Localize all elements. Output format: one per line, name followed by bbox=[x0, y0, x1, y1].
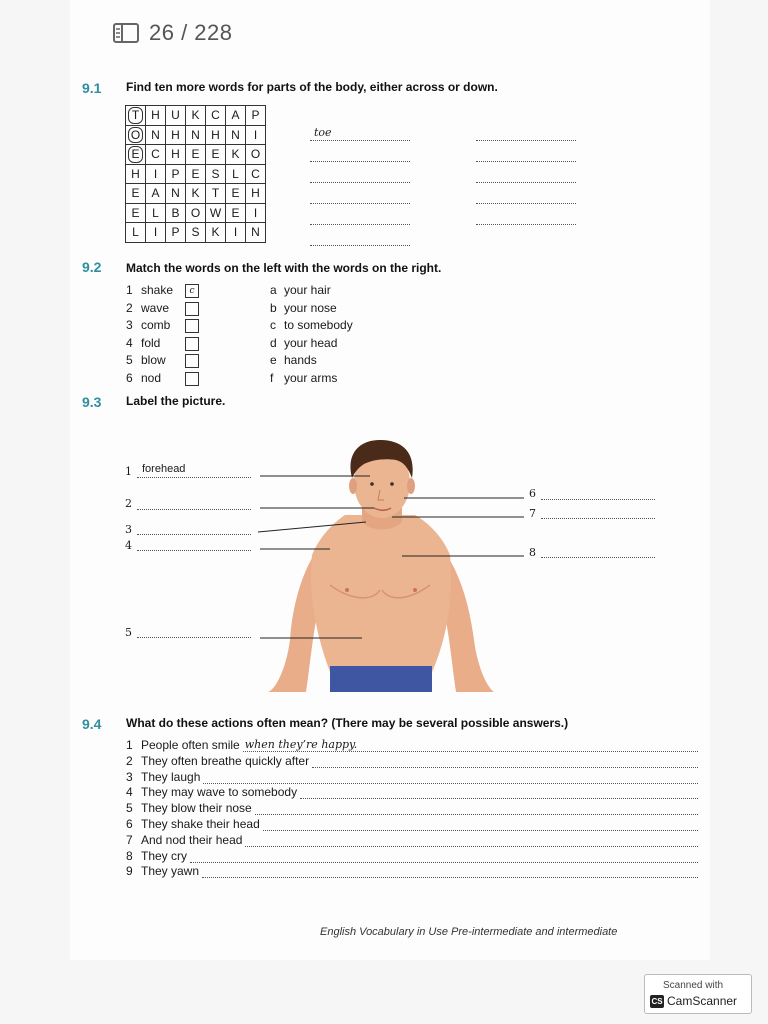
action-item bbox=[126, 784, 698, 799]
grid-cell: H bbox=[166, 145, 186, 165]
grid-cell: L bbox=[146, 203, 166, 223]
grid-cell: O bbox=[246, 145, 266, 165]
grid-cell: I bbox=[246, 203, 266, 223]
item-prompt: People often smile bbox=[141, 738, 240, 752]
item-text: your hair bbox=[284, 283, 331, 297]
answer-line[interactable] bbox=[476, 170, 576, 183]
match-right-item bbox=[270, 301, 337, 315]
camscanner-logo-icon: CS bbox=[651, 996, 663, 1006]
grid-cell: T bbox=[206, 184, 226, 204]
action-item bbox=[126, 832, 698, 847]
action-item bbox=[126, 848, 698, 863]
item-prompt: And nod their head bbox=[141, 832, 243, 847]
grid-cell: H bbox=[246, 184, 266, 204]
item-number: 2 bbox=[126, 300, 133, 315]
page-number-text: 26 / 228 bbox=[149, 20, 233, 45]
grid-row bbox=[126, 223, 266, 243]
item-letter: f bbox=[270, 370, 274, 385]
item-number: 6 bbox=[126, 817, 133, 831]
item-prompt: They yawn bbox=[141, 864, 200, 879]
answer-line[interactable] bbox=[203, 771, 698, 784]
item-word: fold bbox=[141, 335, 161, 350]
grid-cell: H bbox=[146, 106, 166, 126]
item-word: shake bbox=[141, 283, 174, 297]
grid-row bbox=[126, 145, 266, 165]
answer-box[interactable]: c bbox=[185, 284, 199, 298]
grid-cell: E bbox=[126, 145, 146, 165]
match-left-item bbox=[126, 371, 161, 385]
label-number: 5 bbox=[125, 626, 132, 639]
answer-line[interactable] bbox=[243, 739, 698, 752]
item-prompt: They may wave to somebody bbox=[141, 785, 298, 800]
item-number: 4 bbox=[126, 785, 133, 800]
item-number: 1 bbox=[126, 283, 133, 297]
item-number: 3 bbox=[126, 318, 133, 332]
match-right-item bbox=[270, 371, 337, 385]
grid-cell: P bbox=[166, 223, 186, 243]
grid-cell: K bbox=[186, 106, 206, 126]
item-prompt: They shake their head bbox=[141, 817, 260, 831]
action-item bbox=[126, 769, 698, 784]
grid-cell: E bbox=[126, 203, 146, 223]
answer-box[interactable] bbox=[185, 354, 199, 368]
answer-box[interactable] bbox=[185, 372, 199, 386]
match-left-item bbox=[126, 283, 173, 297]
item-word: blow bbox=[141, 353, 166, 367]
item-text: your head bbox=[284, 335, 338, 350]
camscanner-badge bbox=[644, 974, 752, 1014]
written-answer: when they’re happy. bbox=[244, 738, 358, 751]
label-number: 7 bbox=[529, 507, 536, 520]
exercise-number: 9.2 bbox=[82, 259, 102, 275]
action-item bbox=[126, 737, 698, 752]
answer-line[interactable] bbox=[476, 191, 576, 204]
grid-cell: I bbox=[246, 125, 266, 145]
label-answer-line[interactable] bbox=[137, 540, 251, 551]
label-answer-line[interactable] bbox=[541, 547, 655, 558]
answer-line[interactable] bbox=[310, 233, 410, 246]
grid-cell: E bbox=[186, 145, 206, 165]
item-number: 5 bbox=[126, 801, 133, 816]
item-prompt: They cry bbox=[141, 848, 188, 863]
grid-cell: E bbox=[226, 203, 246, 223]
label-number: 2 bbox=[125, 497, 132, 510]
item-letter: d bbox=[270, 335, 277, 350]
grid-cell: A bbox=[146, 184, 166, 204]
label-number: 1 bbox=[125, 465, 132, 478]
action-item bbox=[126, 800, 698, 815]
item-letter: c bbox=[270, 318, 276, 332]
item-text: your nose bbox=[284, 300, 337, 315]
grid-cell: I bbox=[146, 223, 166, 243]
grid-cell: O bbox=[186, 203, 206, 223]
label-number: 6 bbox=[529, 487, 536, 500]
grid-cell: W bbox=[206, 203, 226, 223]
grid-cell: N bbox=[186, 125, 206, 145]
match-right-item bbox=[270, 336, 337, 350]
grid-cell: N bbox=[246, 223, 266, 243]
item-text: your arms bbox=[284, 370, 338, 385]
exercise-number: 9.1 bbox=[82, 80, 102, 96]
answer-box[interactable] bbox=[185, 302, 199, 316]
item-number: 7 bbox=[126, 832, 133, 847]
page-indicator bbox=[113, 20, 233, 46]
grid-cell: C bbox=[246, 164, 266, 184]
item-number: 2 bbox=[126, 753, 133, 768]
exercise-title: What do these actions often mean? (There may be several possible answers.) bbox=[126, 716, 569, 730]
exercise-title: Find ten more words for parts of the body, either across or down. bbox=[126, 80, 498, 94]
grid-cell: N bbox=[166, 184, 186, 204]
grid-cell: C bbox=[146, 145, 166, 165]
grid-cell: E bbox=[126, 184, 146, 204]
action-item bbox=[126, 816, 698, 831]
item-number: 4 bbox=[126, 335, 133, 350]
match-right-item bbox=[270, 318, 353, 332]
match-left-item bbox=[126, 336, 160, 350]
grid-cell: H bbox=[166, 125, 186, 145]
book-footer: English Vocabulary in Use Pre-intermediate and intermediate bbox=[320, 926, 618, 938]
grid-cell: N bbox=[146, 125, 166, 145]
word-search-grid bbox=[125, 105, 266, 243]
grid-cell: P bbox=[246, 106, 266, 126]
grid-cell: S bbox=[206, 164, 226, 184]
item-letter: a bbox=[270, 283, 277, 297]
match-right-item bbox=[270, 353, 317, 367]
label-number: 4 bbox=[125, 539, 132, 552]
item-number: 9 bbox=[126, 864, 133, 879]
answer-box[interactable] bbox=[185, 337, 199, 351]
scanner-caption: Scanned with bbox=[663, 980, 724, 991]
item-number: 6 bbox=[126, 370, 133, 385]
grid-cell: S bbox=[186, 223, 206, 243]
exercise-title: Match the words on the left with the words on the right. bbox=[126, 261, 442, 275]
exercise-number: 9.4 bbox=[82, 716, 102, 732]
grid-row bbox=[126, 203, 266, 223]
answer-line[interactable] bbox=[312, 755, 698, 768]
item-letter: b bbox=[270, 300, 277, 315]
item-letter: e bbox=[270, 353, 277, 367]
answer-line[interactable] bbox=[476, 212, 576, 225]
grid-row bbox=[126, 106, 266, 126]
match-right-item bbox=[270, 283, 331, 297]
grid-cell: N bbox=[226, 125, 246, 145]
exercise-title: Label the picture. bbox=[126, 394, 226, 408]
answer-line[interactable] bbox=[310, 170, 410, 183]
grid-cell: H bbox=[126, 164, 146, 184]
scanner-brand: CamScanner bbox=[667, 994, 738, 1008]
answer-line[interactable] bbox=[310, 128, 410, 141]
label-number: 3 bbox=[125, 523, 132, 536]
label-number: 8 bbox=[529, 546, 536, 559]
label-answer-line[interactable] bbox=[137, 627, 251, 638]
item-prompt: They blow their nose bbox=[141, 801, 252, 816]
grid-cell: C bbox=[206, 106, 226, 126]
item-word: nod bbox=[141, 370, 162, 385]
grid-cell: K bbox=[206, 223, 226, 243]
grid-cell: O bbox=[126, 125, 146, 145]
item-text: hands bbox=[284, 353, 317, 367]
item-word: wave bbox=[141, 300, 170, 315]
example-answer: toe bbox=[314, 126, 332, 139]
answer-line[interactable] bbox=[310, 212, 410, 225]
grid-cell: I bbox=[146, 164, 166, 184]
answer-line[interactable] bbox=[476, 128, 576, 141]
grid-cell: L bbox=[126, 223, 146, 243]
answer-line[interactable] bbox=[476, 149, 576, 162]
label-answer-line[interactable] bbox=[541, 489, 655, 500]
grid-cell: L bbox=[226, 164, 246, 184]
label-example-answer: forehead bbox=[142, 463, 186, 475]
grid-cell: E bbox=[186, 164, 206, 184]
action-item bbox=[126, 753, 698, 768]
item-number: 5 bbox=[126, 353, 133, 367]
grid-cell: E bbox=[226, 184, 246, 204]
answer-line[interactable] bbox=[190, 850, 698, 863]
match-left-item bbox=[126, 318, 170, 332]
exercise-number: 9.3 bbox=[82, 394, 102, 410]
grid-cell: H bbox=[206, 125, 226, 145]
grid-cell: K bbox=[226, 145, 246, 165]
label-answer-line[interactable] bbox=[541, 508, 655, 519]
answer-line[interactable] bbox=[245, 834, 698, 847]
grid-row bbox=[126, 125, 266, 145]
grid-cell: I bbox=[226, 223, 246, 243]
page-icon bbox=[113, 23, 139, 43]
match-left-item bbox=[126, 301, 169, 315]
answer-line[interactable] bbox=[310, 149, 410, 162]
grid-cell: U bbox=[166, 106, 186, 126]
item-number: 3 bbox=[126, 769, 133, 784]
grid-row bbox=[126, 164, 266, 184]
answer-box[interactable] bbox=[185, 319, 199, 333]
item-number: 8 bbox=[126, 848, 133, 863]
label-answer-line[interactable] bbox=[137, 499, 251, 510]
answer-line[interactable] bbox=[263, 818, 698, 831]
item-text: to somebody bbox=[284, 318, 353, 332]
action-item bbox=[126, 863, 698, 878]
grid-cell: E bbox=[206, 145, 226, 165]
answer-line[interactable] bbox=[310, 191, 410, 204]
item-number: 1 bbox=[126, 738, 133, 752]
answer-line[interactable] bbox=[300, 786, 698, 799]
item-prompt: They often breathe quickly after bbox=[141, 753, 310, 768]
grid-cell: B bbox=[166, 203, 186, 223]
match-left-item bbox=[126, 353, 166, 367]
grid-cell: T bbox=[126, 106, 146, 126]
grid-row bbox=[126, 184, 266, 204]
item-prompt: They laugh bbox=[141, 769, 201, 784]
item-word: comb bbox=[141, 318, 171, 332]
grid-cell: K bbox=[186, 184, 206, 204]
grid-cell: A bbox=[226, 106, 246, 126]
grid-cell: P bbox=[166, 164, 186, 184]
answer-line[interactable] bbox=[202, 865, 698, 878]
answer-line[interactable] bbox=[255, 802, 698, 815]
label-answer-line[interactable] bbox=[137, 524, 251, 535]
